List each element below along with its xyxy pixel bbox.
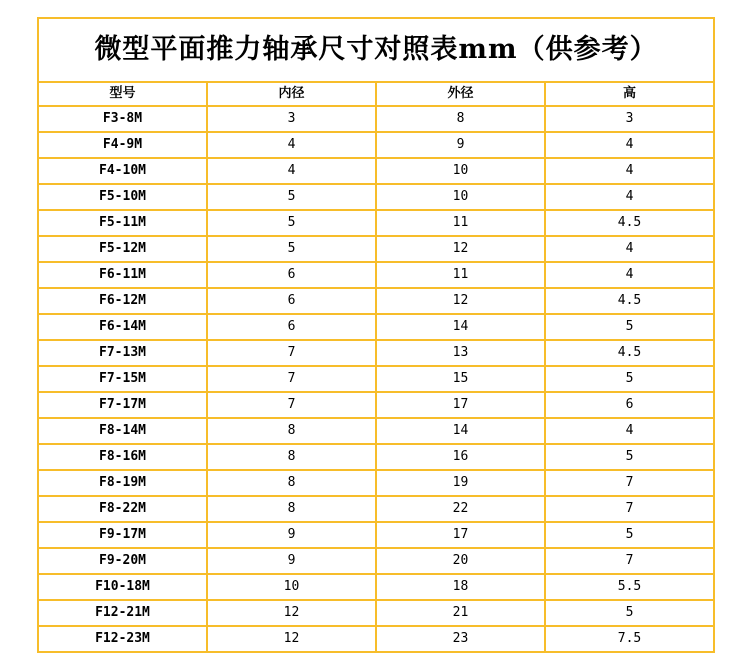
table-row (38, 106, 714, 132)
header-outer-diameter: 外径 (376, 82, 545, 106)
cell-model: F6-12M (38, 288, 207, 314)
cell-height: 5 (545, 522, 714, 548)
cell-height: 4 (545, 262, 714, 288)
cell-height: 6 (545, 392, 714, 418)
table-row (38, 600, 714, 626)
cell-height: 7.5 (545, 626, 714, 652)
cell-height: 5 (545, 600, 714, 626)
cell-inner-diameter: 8 (207, 470, 376, 496)
cell-model: F8-14M (38, 418, 207, 444)
cell-model: F5-12M (38, 236, 207, 262)
table-row (38, 184, 714, 210)
cell-height: 4 (545, 132, 714, 158)
cell-inner-diameter: 9 (207, 548, 376, 574)
cell-outer-diameter: 23 (376, 626, 545, 652)
bearing-size-table (37, 17, 715, 653)
cell-outer-diameter: 16 (376, 444, 545, 470)
cell-inner-diameter: 5 (207, 184, 376, 210)
cell-inner-diameter: 8 (207, 496, 376, 522)
cell-model: F12-21M (38, 600, 207, 626)
cell-height: 4.5 (545, 210, 714, 236)
cell-model: F9-20M (38, 548, 207, 574)
cell-inner-diameter: 6 (207, 314, 376, 340)
cell-height: 7 (545, 496, 714, 522)
header-height: 高 (545, 82, 714, 106)
cell-height: 5 (545, 366, 714, 392)
cell-height: 4 (545, 158, 714, 184)
table-row (38, 158, 714, 184)
cell-height: 4.5 (545, 288, 714, 314)
cell-height: 5 (545, 314, 714, 340)
cell-inner-diameter: 5 (207, 236, 376, 262)
cell-model: F4-9M (38, 132, 207, 158)
cell-height: 3 (545, 106, 714, 132)
cell-model: F6-14M (38, 314, 207, 340)
cell-height: 7 (545, 548, 714, 574)
cell-height: 4 (545, 184, 714, 210)
cell-model: F5-11M (38, 210, 207, 236)
table-title: 微型平面推力轴承尺寸对照表mm（供参考） (38, 18, 714, 82)
cell-outer-diameter: 15 (376, 366, 545, 392)
cell-model: F7-17M (38, 392, 207, 418)
cell-outer-diameter: 20 (376, 548, 545, 574)
table-row (38, 340, 714, 366)
cell-model: F8-19M (38, 470, 207, 496)
cell-outer-diameter: 12 (376, 288, 545, 314)
cell-outer-diameter: 9 (376, 132, 545, 158)
cell-outer-diameter: 19 (376, 470, 545, 496)
cell-outer-diameter: 21 (376, 600, 545, 626)
cell-outer-diameter: 13 (376, 340, 545, 366)
cell-outer-diameter: 17 (376, 392, 545, 418)
cell-inner-diameter: 4 (207, 132, 376, 158)
table-row (38, 210, 714, 236)
cell-outer-diameter: 18 (376, 574, 545, 600)
cell-inner-diameter: 6 (207, 262, 376, 288)
table-row (38, 522, 714, 548)
title-row (38, 18, 714, 82)
table-row (38, 314, 714, 340)
table-row (38, 132, 714, 158)
table-row (38, 574, 714, 600)
cell-inner-diameter: 8 (207, 418, 376, 444)
table-row (38, 626, 714, 652)
cell-inner-diameter: 7 (207, 366, 376, 392)
cell-outer-diameter: 14 (376, 418, 545, 444)
cell-height: 4.5 (545, 340, 714, 366)
cell-model: F3-8M (38, 106, 207, 132)
cell-model: F10-18M (38, 574, 207, 600)
cell-outer-diameter: 11 (376, 210, 545, 236)
cell-height: 4 (545, 418, 714, 444)
cell-inner-diameter: 5 (207, 210, 376, 236)
cell-height: 5.5 (545, 574, 714, 600)
header-inner-diameter: 内径 (207, 82, 376, 106)
cell-model: F6-11M (38, 262, 207, 288)
cell-inner-diameter: 9 (207, 522, 376, 548)
cell-model: F8-22M (38, 496, 207, 522)
cell-inner-diameter: 7 (207, 392, 376, 418)
table-row (38, 366, 714, 392)
cell-inner-diameter: 10 (207, 574, 376, 600)
cell-model: F7-13M (38, 340, 207, 366)
cell-height: 5 (545, 444, 714, 470)
cell-model: F4-10M (38, 158, 207, 184)
table-row (38, 418, 714, 444)
cell-inner-diameter: 6 (207, 288, 376, 314)
cell-outer-diameter: 12 (376, 236, 545, 262)
table-row (38, 444, 714, 470)
cell-model: F8-16M (38, 444, 207, 470)
table-row (38, 496, 714, 522)
cell-outer-diameter: 10 (376, 158, 545, 184)
table-row (38, 392, 714, 418)
table-row (38, 236, 714, 262)
cell-model: F12-23M (38, 626, 207, 652)
cell-outer-diameter: 17 (376, 522, 545, 548)
cell-outer-diameter: 11 (376, 262, 545, 288)
table-row (38, 288, 714, 314)
table-row (38, 262, 714, 288)
cell-outer-diameter: 10 (376, 184, 545, 210)
header-row (38, 82, 714, 106)
cell-inner-diameter: 7 (207, 340, 376, 366)
table-row (38, 548, 714, 574)
table-row (38, 470, 714, 496)
cell-outer-diameter: 22 (376, 496, 545, 522)
cell-inner-diameter: 8 (207, 444, 376, 470)
header-model: 型号 (38, 82, 207, 106)
cell-inner-diameter: 3 (207, 106, 376, 132)
cell-model: F7-15M (38, 366, 207, 392)
cell-height: 7 (545, 470, 714, 496)
cell-inner-diameter: 12 (207, 600, 376, 626)
cell-outer-diameter: 14 (376, 314, 545, 340)
cell-model: F9-17M (38, 522, 207, 548)
cell-model: F5-10M (38, 184, 207, 210)
cell-outer-diameter: 8 (376, 106, 545, 132)
table-body (38, 18, 714, 652)
cell-inner-diameter: 12 (207, 626, 376, 652)
cell-inner-diameter: 4 (207, 158, 376, 184)
cell-height: 4 (545, 236, 714, 262)
